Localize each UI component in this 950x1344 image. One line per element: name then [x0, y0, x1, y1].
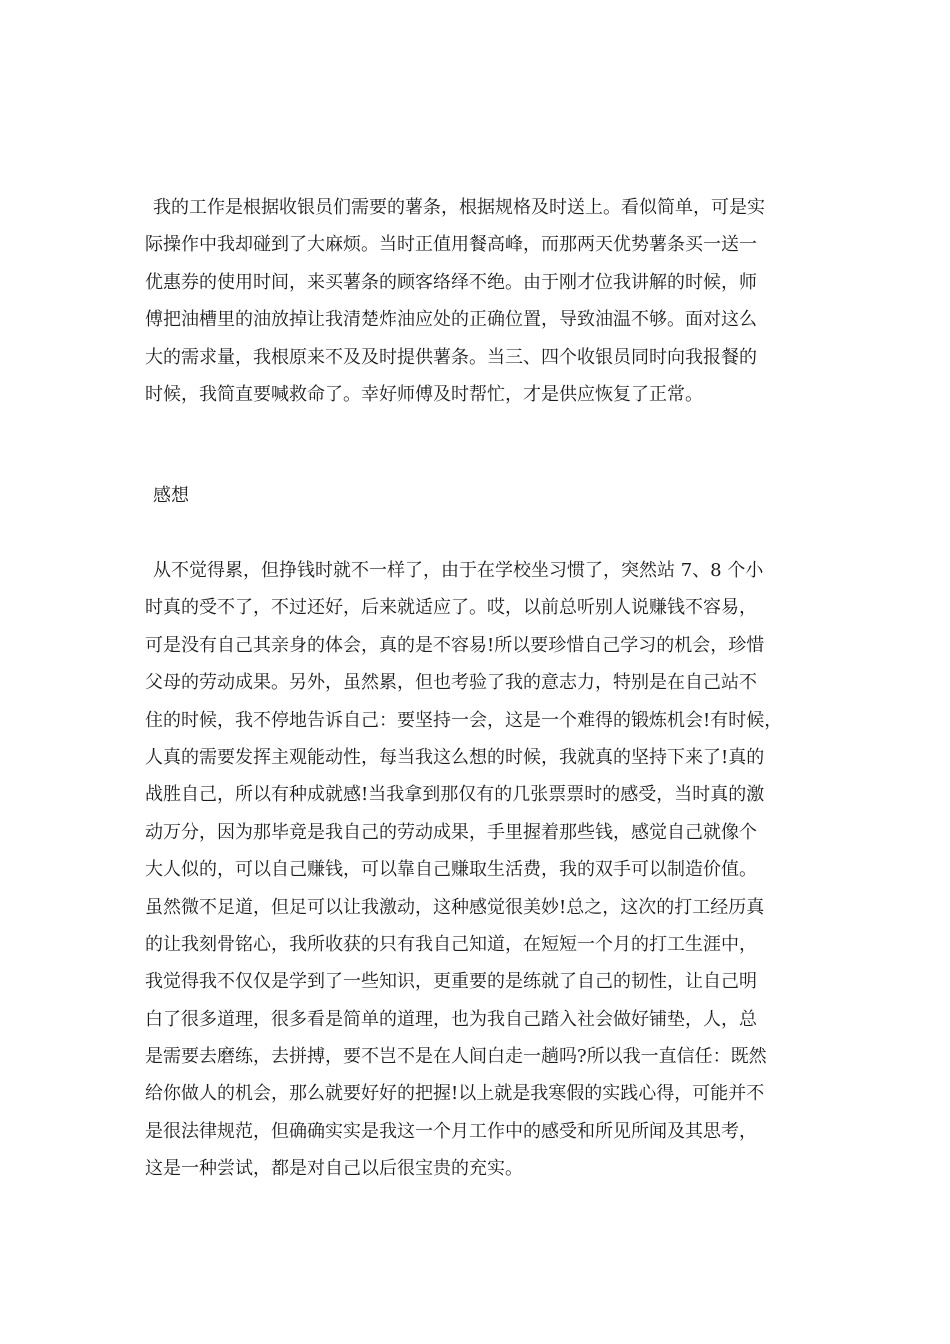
paragraph-line: 虽然微不足道，但足可以让我激动，这种感觉很美妙!总之，这次的打工经历真 [145, 896, 765, 918]
paragraph-line: 住的时候，我不停地告诉自己：要坚持一会，这是一个难得的锻炼机会!有时候， [145, 709, 783, 731]
paragraph-reflection [145, 552, 825, 1188]
paragraph-line: 父母的劳动成果。另外，虽然累，但也考验了我的意志力，特别是在自己站不 [145, 672, 757, 694]
paragraph-line: 从不觉得累，但挣钱时就不一样了，由于在学校坐习惯了，突然站 7、8 个小 [153, 560, 764, 581]
paragraph-line: 给你做人的机会，那么就要好好的把握!以上就是我寒假的实践心得，可能并不 [145, 1083, 765, 1105]
paragraph-line: 是很法律规范，但确确实实是我这一个月工作中的感受和所见所闻及其思考， [145, 1120, 757, 1142]
paragraph-line: 大人似的，可以自己赚钱，可以靠自己赚取生活费，我的双手可以制造价值。 [145, 859, 757, 881]
paragraph-line: 优惠券的使用时间，来买薯条的顾客络绎不绝。由于刚才位我讲解的时候，师 [145, 271, 757, 293]
paragraph-line: 傅把油槽里的油放掉让我清楚炸油应处的正确位置，导致油温不够。面对这么 [145, 309, 757, 331]
paragraph-line: 可是没有自己其亲身的体会，真的是不容易!所以要珍惜自己学习的机会，珍惜 [145, 634, 765, 656]
section-heading [145, 477, 825, 514]
paragraph-work-description [145, 189, 825, 413]
paragraph-line: 时候，我简直要喊救命了。幸好师傅及时帮忙，才是供应恢复了正常。 [145, 383, 703, 405]
paragraph-line: 大的需求量，我根原来不及及时提供薯条。当三、四个收银员同时向我报餐的 [145, 346, 757, 368]
paragraph-line: 是需要去磨练，去拼搏，要不岂不是在人间白走一趟吗?所以我一直信任：既然 [145, 1046, 767, 1068]
paragraph-line: 际操作中我却碰到了大麻烦。当时正值用餐高峰，而那两天优势薯条买一送一 [145, 234, 757, 256]
paragraph-line: 我的工作是根据收银员们需要的薯条，根据规格及时送上。看似简单，可是实 [153, 197, 765, 218]
paragraph-line: 这是一种尝试，都是对自己以后很宝贵的充实。 [145, 1158, 523, 1180]
paragraph-line: 时真的受不了，不过还好，后来就适应了。哎，以前总听别人说赚钱不容易， [145, 597, 757, 619]
paragraph-line: 动万分，因为那毕竟是我自己的劳动成果，手里握着那些钱，感觉自己就像个 [145, 821, 757, 843]
heading-text: 感想 [153, 485, 189, 506]
paragraph-line: 人真的需要发挥主观能动性，每当我这么想的时候，我就真的坚持下来了!真的 [145, 746, 765, 768]
paragraph-line: 我觉得我不仅仅是学到了一些知识，更重要的是练就了自己的韧性，让自己明 [145, 971, 757, 993]
paragraph-line: 战胜自己，所以有种成就感!当我拿到那仅有的几张票票时的感受，当时真的激 [145, 784, 765, 806]
paragraph-line: 的让我刻骨铭心，我所收获的只有我自己知道，在短短一个月的打工生涯中， [145, 933, 757, 955]
paragraph-line: 白了很多道理，很多看是简单的道理，也为我自己踏入社会做好铺垫，人，总 [145, 1008, 757, 1030]
